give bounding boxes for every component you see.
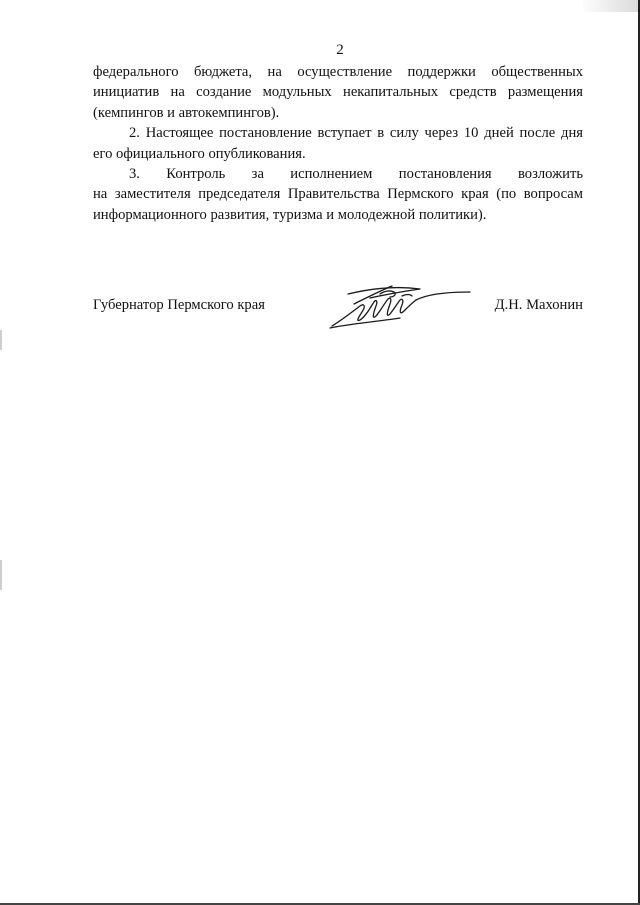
paragraph-line: 2. Настоящее постановление вступает в силу через 10 дней после дня	[129, 125, 583, 142]
signatory-position: Губернатор Пермского края	[93, 297, 265, 313]
paragraph-line: на заместителя председателя Правительства Пермского края (по вопросам	[93, 186, 583, 203]
scan-artifact	[0, 330, 2, 350]
paragraph-line: (кемпингов и автокемпингов).	[93, 104, 280, 121]
document-body	[93, 62, 583, 225]
signature-block	[93, 296, 583, 346]
paragraph-line: инициатив на создание модульных некапитальных средств размещения	[93, 84, 583, 101]
paragraph-line: его официального опубликования.	[93, 145, 306, 162]
page-number: 2	[336, 42, 344, 58]
scan-artifact	[0, 560, 2, 590]
paragraph-line: информационного развития, туризма и молодежной политики).	[93, 206, 487, 223]
handwritten-signature-icon	[318, 282, 473, 334]
paragraph-line: 3. Контроль за исполнением постановления возложить	[129, 166, 583, 183]
scan-shadow-top	[580, 0, 640, 12]
paragraph-line: федерального бюджета, на осуществление поддержки общественных	[93, 64, 583, 80]
signatory-name: Д.Н. Махонин	[494, 297, 583, 313]
